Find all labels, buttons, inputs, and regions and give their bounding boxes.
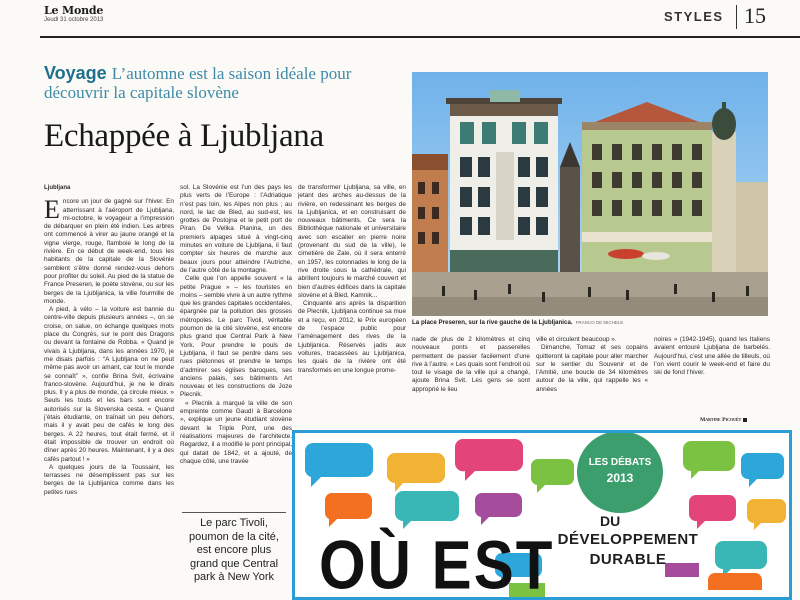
article-kicker xyxy=(44,64,404,102)
article-column-3 xyxy=(298,184,406,428)
ad-big-headline: OÙ EST xyxy=(319,526,555,600)
paragraph-2: A pied, à vélo – la voiture est bannie du centre-ville depuis plusieurs années –, on se croise, on salue, on échange quelques mots place du Congrès, sur le pont des Dragons ou devant la fontaine de Robba. « Quand je vivais à Ljubljana, dans les années 1970, je me disais parfois : “A Ljubljana on ne peut même pas avoir un amant, car tout le monde se connaît” », confie Brina Svit, écrivaine franco-slovène. Aujourd’hui, je ne le dirais plus. Il y a plus de monde, ça circule mieux. » Seuls les touts et les bars sont encore autorisés sur la Slovenska cesta. « Quand j’étais étudiante, on traînait un peu dehors, mais il y avait peu de cafés le long des berges. A 22 heures, tout était fermé, et il était impossible de trouver un endroit où dîner après 20 heures. Maintenant, il y a des cafés partout ! » xyxy=(44,306,174,463)
ad-title-line-2: DURABLE xyxy=(589,551,667,568)
photo-credit: FRANCO DE MICHELE xyxy=(575,320,624,325)
paragraph-11: Dimanche, Tomaz et ses copains quitteront la capitale pour aller marcher sur le sentier du Souvenir et de l’Amitié, une boucle de 34 kilomètres autour de la ville, qui rappelle les « années xyxy=(536,344,648,393)
debates-badge xyxy=(577,431,663,513)
paragraph-3: A quelques jours de la Toussaint, les terrasses ne désemplissent pas sur les berges de la Ljubljanica comme dans les petites rues xyxy=(44,463,174,496)
article-column-2 xyxy=(180,184,292,502)
paragraph-4: sol. La Slovénie est l’un des pays les plus verts de l’Europe : l’Adriatique n’est pas loin, les Alpes non plus ; au nord, le lac de Bled, au sud-est, les grottes de Postojna et le petit port de Piran. De Velika Planina, un des premiers alpages situé à vingt-cinq minutes en voiture de Ljubljana, il faut compter six heures de marche aux beaux jours pour atteindre l’Autriche, de l’autre côté de la montagne. xyxy=(180,184,292,274)
newspaper-logo: Le Monde xyxy=(44,4,104,17)
header-divider xyxy=(736,5,737,29)
paragraph-12: noires » (1942-1945), quand les Italiens avaient entouré Ljubljana de barbelés. Aujourd’hui, c’est une allée de tilleuls, où l’on vient courir le week-end et faire du ski de fond l’hiver. xyxy=(654,336,770,377)
article-column-6 xyxy=(654,336,770,414)
end-mark-icon xyxy=(743,418,747,422)
paragraph-9: nade de plus de 2 kilomètres et cinq nouveaux ponts et passerelles permettent de passer facilement d’une rive à l’autre. « Les quais sont l’endroit où tout le visage de la ville qui a changé, ajoute Brina Svit. Les gens se sont approprié le lieu xyxy=(412,336,530,393)
page-header xyxy=(0,0,800,36)
paragraph-10-end: ville et circulent beaucoup ». xyxy=(536,336,617,343)
article-headline: Echappée à Ljubljana xyxy=(44,118,324,154)
article-photo xyxy=(412,72,768,316)
author-signature xyxy=(700,417,747,423)
article-deck: L’automne est la saison idéale pour découvrir la capitale slovène xyxy=(44,64,352,102)
paragraph-5: Celle que l’on appelle souvent « la petite Prague » – les touristes en moins – semble vivre à un autre rythme que les grandes capitales occidentales, épargnée par la pollution des grosses métropoles. Le parc Tivoli, véritable poumon de la cité slovène, est encore plus grand que Central Park à New York. Pour prendre le pouls de Ljubljana, il faut se perdre dans ses rues piétonnes et prendre le temps d’admirer ses églises baroques, ses anciens palais, ses bâtiments Art nouveau et les constructions de Joze Plecnik. xyxy=(180,275,292,399)
section-name: STYLES xyxy=(664,9,724,24)
badge-year: 2013 xyxy=(606,471,634,485)
article-column-5 xyxy=(536,336,648,426)
paragraph-7: de transformer Ljubljana, sa ville, en jetant des arches au-dessus de la rivière, en redessinant les berges de la Ljubljanica, et en construisant de nouveaux bâtiments. Ce sera la Bibliothèque nationale et universitaire avec son escalier en pierre noire (provenant du sud de la ville), le cimetière de Zale, où il sera enterré en 1957, les colonnades le long de la rive droite sous la cathédrale, qui abritent toujours le marché couvert et bien d’autres édifices dans la capitale slovène et à Bled, Kamnik... xyxy=(298,184,406,299)
paragraph-1-text: ncore un jour de gagné sur l’hiver. En atterrissant à l’aéroport de Ljubljana, mi-octobre, le voyageur a l’impression de débarquer en plein été indien. Les arbres ont commencé à virer au jaune orangé et la vigne vierge, rouge, flamboie le long de la rivière. En ce début de week-end, tous les habitants de la capitale de la Slovénie semblent s’être donné rendez-vous dehors pour profiter du soleil. Au pied de la statue de France Preseren, le poète slovène, ou sur les berges de la Ljubljanica, la ville fourmille de monde. xyxy=(44,198,174,305)
ad-du: DU xyxy=(600,513,621,529)
issue-date: Jeudi 31 octobre 2013 xyxy=(44,17,104,23)
paragraph-8: Cinquante ans après la disparition de Plecnik, Ljubljana continue sa mue et a reçu, en 2012, le Prix européen de l’espace public pour l’aménagement des rives de la Ljubljanica. Réservés jadis aux voitures, tracassées au Ljubljanica, les quais de la rivière ont été transformés en une longue prome- xyxy=(298,300,406,374)
pull-quote: Le parc Tivoli, poumon de la cité, est encore plus grand que Central park à New York xyxy=(182,512,286,585)
ad-title-line-1: DÉVELOPPEMENT xyxy=(557,531,699,548)
debate-advertisement[interactable] xyxy=(292,430,792,600)
badge-title: LES DÉBATS xyxy=(588,457,652,468)
header-rule xyxy=(40,36,800,38)
article-column-4 xyxy=(412,336,530,426)
dropcap: E xyxy=(44,195,60,225)
article-column-1 xyxy=(44,184,174,600)
author-name: Martine Picouët xyxy=(700,417,742,423)
photo-caption-text: La place Preseren, sur la rive gauche de la Ljubljanica. xyxy=(412,319,573,326)
dateline: Ljubljana xyxy=(44,185,71,191)
paragraph-6: « Plecnik a marqué la ville de son empreinte comme Gaudí à Barcelone », explique un jeune étudiant slovène devant le Triple Pont, une des réalisations majeures de l’architecte. Regardez, il a modifié le pont principal, qui datait de 1842, et a ajouté, de chaque côté, une travée xyxy=(180,399,292,465)
kicker-label: Voyage xyxy=(44,63,107,83)
page-number: 15 xyxy=(744,3,766,28)
photo-caption xyxy=(412,319,772,326)
paragraph-1 xyxy=(44,195,174,306)
